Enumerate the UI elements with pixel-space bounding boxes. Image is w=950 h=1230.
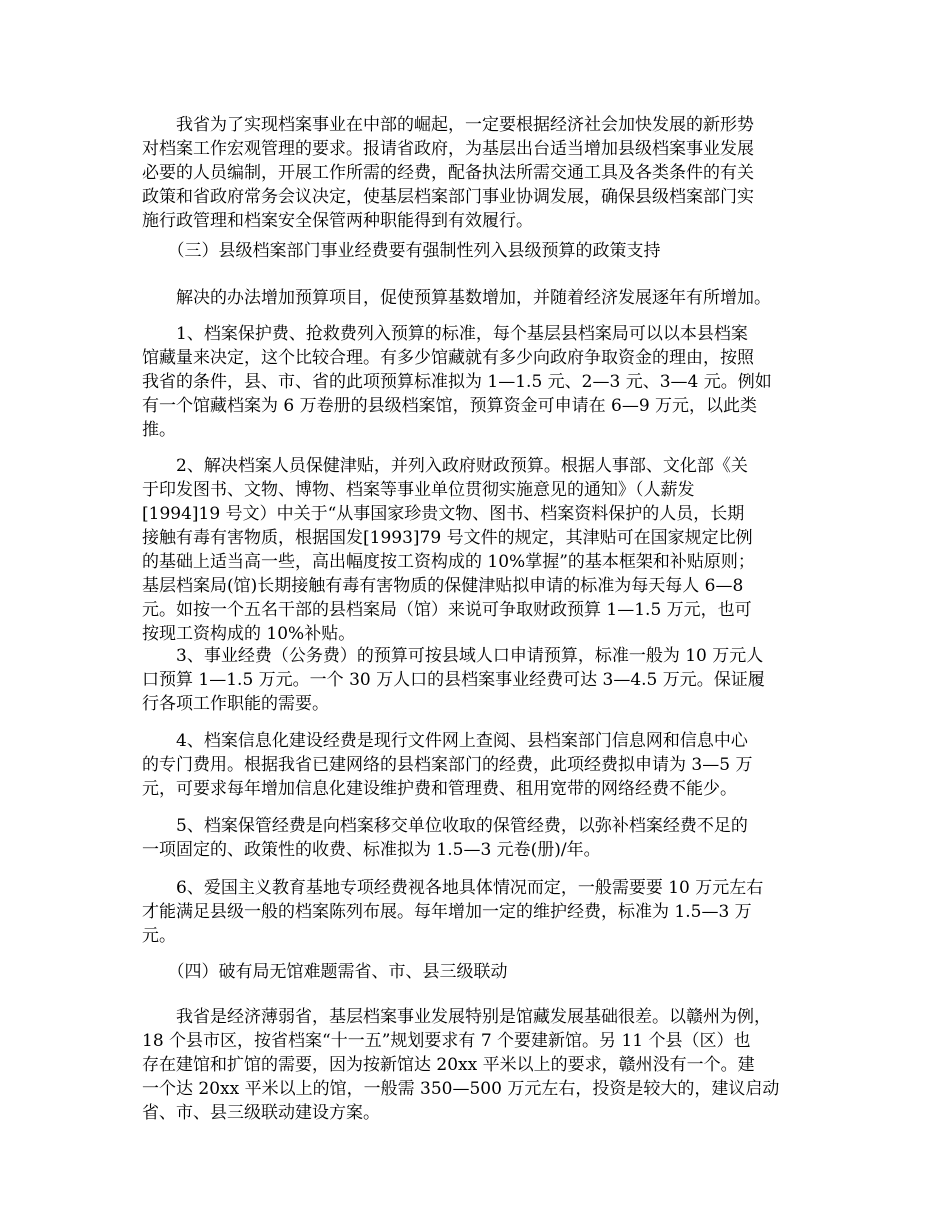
text-line: 2、解决档案人员保健津贴，并列入政府财政预算。根据人事部、文化部《关 [142, 456, 748, 476]
text-line: 我省是经济薄弱省，基层档案事业发展特别是馆藏发展基础很差。以赣州为例， [142, 1007, 771, 1027]
text-line: 一个达 20xx 平米以上的馆，一般需 350—500 万元左右，投资是较大的，建议启动 [142, 1079, 780, 1099]
paragraph-ganzhou [142, 1005, 832, 1125]
text-line: [1994]19 号文）中关于“从事国家珍贵文物、图书、档案资料保护的人员，长期 [142, 504, 745, 524]
paragraph-item-3 [142, 644, 832, 716]
text-line: 省、市、县三级联动建设方案。 [142, 1103, 380, 1123]
text-line: 5、档案保管经费是向档案移交单位收取的保管经费，以弥补档案经费不足的 [142, 816, 748, 836]
text-line: 元。 [142, 926, 176, 946]
paragraph-archives-rise [142, 113, 832, 233]
text-line: 4、档案信息化建设经费是现行文件网上查阅、县档案部门信息网和信息中心 [142, 731, 748, 751]
paragraph-item-5 [142, 814, 832, 862]
text-line: 必要的人员编制，开展工作所需的经费，配备执法所需交通工具及各类条件的有关 [142, 163, 754, 183]
text-line: 政策和省政府常务会议决定，使基层档案部门事业协调发展，确保县级档案部门实 [142, 187, 754, 207]
text-line: 我省的条件，县、市、省的此项预算标准拟为 1—1.5 元、2—3 元、3—4 元。例如 [142, 372, 772, 392]
text-line: 基层档案局(馆)长期接触有毒有害物质的保健津贴拟申请的标准为每天每人 6—8 [142, 576, 744, 596]
text-line: 有一个馆藏档案为 6 万卷册的县级档案馆，预算资金可申请在 6—9 万元，以此类 [142, 396, 758, 416]
heading-line: （四）破有局无馆难题需省、市、县三级联动 [142, 962, 508, 982]
text-line: 的基础上适当高一些，高出幅度按工资构成的 10%掌握”的基本框架和补贴原则； [142, 552, 755, 572]
text-line: 元。如按一个五名干部的县档案局（馆）来说可争取财政预算 1—1.5 万元，也可 [142, 600, 752, 620]
text-line: 馆藏量来决定，这个比较合理。有多少馆藏就有多少向政府争取资金的理由，按照 [142, 348, 754, 368]
text-line: 口预算 1—1.5 万元。一个 30 万人口的县档案事业经费可达 3—4.5 万元。保证履 [142, 670, 765, 690]
text-line: 1、档案保护费、抢救费列入预算的标准，每个基层县档案局可以以本县档案 [142, 324, 748, 344]
section-heading-3 [142, 239, 832, 263]
heading-line: （三）县级档案部门事业经费要有强制性列入县级预算的政策支持 [142, 241, 661, 261]
text-line: 施行政管理和档案安全保管两种职能得到有效履行。 [142, 211, 533, 231]
text-line: 一项固定的、政策性的收费、标准拟为 1.5—3 元卷(册)/年。 [142, 840, 601, 860]
text-line: 3、事业经费（公务费）的预算可按县域人口申请预算，标准一般为 10 万元人 [142, 646, 764, 666]
text-line: 接触有毒有害物质，根据国发[1993]79 号文件的规定，其津贴可在国家规定比例 [142, 528, 753, 548]
text-line: 元，可要求每年增加信息化建设维护费和管理费、租用宽带的网络经费不能少。 [142, 779, 737, 799]
text-line: 的专门费用。根据我省已建网络的县档案部门的经费，此项经费拟申请为 3—5 万 [142, 755, 753, 775]
text-line: 我省为了实现档案事业在中部的崛起，一定要根据经济社会加快发展的新形势 [142, 115, 754, 135]
text-line: 才能满足县级一般的档案陈列布展。每年增加一定的维护经费，标准为 1.5—3 万 [142, 902, 752, 922]
section-heading-4 [142, 960, 832, 984]
text-line: 推。 [142, 420, 176, 440]
text-line: 按现工资构成的 10%补贴。 [142, 624, 356, 644]
text-line: 18 个县市区，按省档案“十一五”规划要求有 7 个要建新馆。另 11 个县（区）也 [142, 1031, 751, 1051]
text-line: 行各项工作职能的需要。 [142, 694, 329, 714]
paragraph-solution [142, 286, 832, 310]
paragraph-item-1 [142, 322, 832, 442]
paragraph-item-2 [142, 454, 832, 646]
text-line: 6、爱国主义教育基地专项经费视各地具体情况而定，一般需要要 10 万元左右 [142, 878, 764, 898]
text-line: 存在建馆和扩馆的需要，因为按新馆达 20xx 平米以上的要求，赣州没有一个。建 [142, 1055, 755, 1075]
paragraph-item-6 [142, 876, 832, 948]
paragraph-item-4 [142, 729, 832, 801]
text-line: 于印发图书、文物、博物、档案等事业单位贯彻实施意见的通知》（人薪发 [142, 480, 695, 500]
text-line: 对档案工作宏观管理的要求。报请省政府，为基层出台适当增加县级档案事业发展 [142, 139, 754, 159]
text-line: 解决的办法增加预算项目，促使预算基数增加，并随着经济发展逐年有所增加。 [142, 288, 771, 308]
